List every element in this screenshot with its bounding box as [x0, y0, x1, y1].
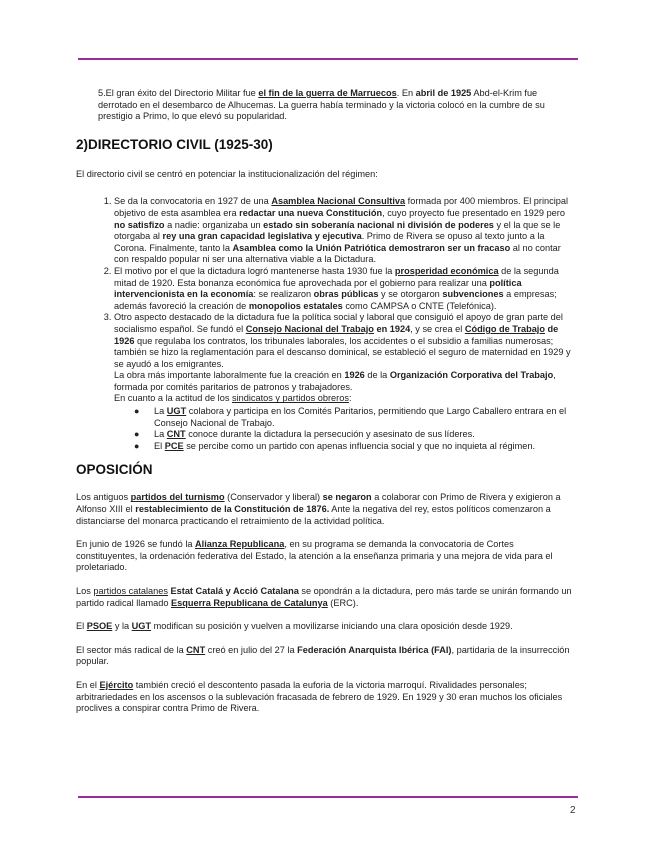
text: En junio de 1926 se fundó la [76, 539, 196, 550]
text: Ante la negativa del rey, estos políticos comenzaron a distanciarse del monarca practicando el retraimiento de la actividad política. [76, 504, 551, 526]
text: Los antiguos [76, 492, 131, 503]
emphasis: sindicatos y partidos obreros [231, 393, 349, 404]
bullet-list [114, 406, 576, 452]
text: Se da la convocatoria en 1927 de una [114, 196, 272, 207]
paragraph [76, 539, 576, 574]
list-item [114, 312, 576, 452]
text: El motivo por el que la dictadura logró mantenerse hasta 1930 fue la [114, 265, 395, 276]
emphasis: obras públicas [313, 289, 379, 300]
emphasis: Consejo Nacional del Trabajo [245, 323, 374, 334]
text: como CAMPSA o CNTE (Telefónica). [342, 300, 497, 311]
text: . Primo de Rivera se opuso al texto junto a la Corona. Finalmente, tanto la [114, 231, 545, 253]
text: (Conservador y liberal) [224, 492, 323, 503]
list-item [114, 266, 576, 312]
text: y se otorgaron [378, 289, 443, 300]
emphasis: abril de 1925 [415, 88, 472, 98]
bullet-icon: ● [134, 440, 140, 451]
text: , y se crea el [410, 323, 465, 334]
text: Otro aspecto destacado de la dictadura fue la política social y laboral que consiguió el apoyo de gran parte del socialismo español. Se fundó el [114, 312, 563, 334]
emphasis: 1926 [344, 370, 365, 381]
text: también creció el descontento pasada la euforia de la victoria marroquí. Rivalidades personales; arbitrariedades en los ascensos o la sublevación fracasada de febrero de 1929. En 1929 y 30 eran muchos los oficiales proclives a conspirar contra Primo de Rivera. [76, 679, 563, 714]
emphasis: redactar una nueva Constitución [239, 207, 383, 218]
emphasis: Esquerra Republicana de Catalunya [171, 597, 328, 608]
emphasis: restablecimiento de la Constitución de 1876. [135, 504, 330, 515]
text: creó en julio del 27 la [205, 644, 298, 655]
text: , en su programa se demanda la convocatoria de Cortes constituyentes, la ordenación federativa del Estado, la atención a la enseñanza primaria y una mejora de vida para el proletariado. [76, 539, 553, 573]
text: de la [364, 370, 390, 381]
emphasis: en 1924 [373, 323, 411, 334]
emphasis: Ejército [99, 679, 134, 690]
paragraph [76, 586, 576, 609]
emphasis: UGT [131, 621, 152, 632]
text: que regulaba los contratos, los tribunales laborales, los accidentes o el subsidio a familias numerosas; también se hizo la reglamentación para el descanso dominical, se estableció el seguro de maternidad en 1929 y se ayudó a los emigrantes. [114, 335, 571, 369]
emphasis: partidos catalanes [93, 586, 168, 596]
text: y el la que se le otorgaba al [114, 219, 561, 242]
text: de la segunda mitad de 1920. Esta bonanza económica fue aprovechada por el gobierno para realizar una [114, 265, 559, 288]
numbered-list [76, 196, 576, 452]
bullet-icon: ● [134, 406, 140, 417]
page-content [76, 88, 576, 715]
emphasis: partidos del turnismo [130, 492, 225, 503]
bullet-item [134, 440, 576, 453]
emphasis: PSOE [86, 621, 113, 632]
text: En el [76, 679, 100, 690]
emphasis: CNT [166, 429, 186, 440]
text: conoce durante la dictadura la persecución y asesinato de sus líderes. [185, 429, 475, 440]
emphasis: Asamblea como la Unión Patriótica demostraron ser un fracaso [232, 242, 511, 253]
text: El sector más radical de la [76, 644, 187, 655]
text: La [154, 406, 167, 417]
text: , cuyo proyecto fue presentado en 1929 pero [382, 207, 565, 218]
emphasis: Código de Trabajo [464, 323, 545, 334]
emphasis: Asamblea Nacional Consultiva [271, 196, 406, 207]
page-number: 2 [570, 805, 576, 816]
bullet-item [134, 429, 576, 441]
text: a colaborar con Primo de Rivera y exigieron a Alfonso XIII el [76, 492, 561, 515]
emphasis: se negaron [322, 492, 372, 503]
emphasis: política intervencionista en la economía [114, 277, 522, 300]
list-item [114, 196, 576, 266]
emphasis: estado sin soberanía nacional ni división de poderes [263, 219, 494, 230]
emphasis: CNT [186, 644, 206, 655]
text: se percibe como un partido con apenas influencia social y que no inquieta al régimen. [183, 440, 536, 451]
text: El [76, 621, 87, 632]
text: El [154, 440, 165, 451]
text: a nadie: organizaba un [164, 219, 264, 230]
text: 5.El gran éxito del Directorio Militar fue [98, 88, 259, 98]
text: modifican su posición y vuelven a movilizarse iniciando una clara oposición desde 1929. [151, 621, 513, 632]
emphasis: prosperidad económica [394, 265, 499, 276]
emphasis: el fin de la guerra de Marruecos [258, 88, 397, 98]
paragraph [76, 492, 576, 527]
bullet-icon: ● [134, 429, 140, 440]
bullet-item [134, 406, 576, 429]
text: : [348, 393, 352, 404]
paragraph [76, 621, 576, 633]
emphasis: rey una gran capacidad legislativa y ejecutiva [162, 231, 362, 242]
text: colabora y participa en los Comités Paritarios, permitiendo que Largo Caballero entrara en el Consejo Nacional de Trabajo. [154, 406, 567, 428]
emphasis: Alianza Republicana [195, 539, 285, 550]
emphasis: no satisfizo [114, 219, 165, 230]
emphasis: de 1926 [114, 323, 559, 346]
text: : se realizaron [253, 289, 314, 300]
section-lead: El directorio civil se centró en potenciar la institucionalización del régimen: [76, 168, 378, 179]
emphasis: PCE [164, 440, 184, 451]
paragraph [76, 680, 576, 715]
text: y la [112, 621, 132, 632]
emphasis: Organización Corporativa del Trabajo [389, 370, 554, 381]
header-rule [78, 58, 578, 60]
emphasis: UGT [166, 406, 187, 417]
text: Los [76, 586, 94, 596]
text: se opondrán a la dictadura, pero más tarde se unirán formando un partido radical llamado [76, 586, 572, 608]
emphasis: Federación Anarquista Ibérica (FAI) [297, 644, 452, 655]
paragraph [76, 645, 576, 668]
emphasis: Estat Catalá y Acció Catalana [170, 586, 299, 596]
text: , partidaria de la insurrección popular. [76, 644, 570, 667]
text: La [154, 429, 167, 440]
footer-rule [78, 796, 578, 798]
text: Abd-el-Krim fue derrotado en el desembarco de Alhucemas. La guerra había terminado y la victoria colocó en la cumbre de su prestigio a Primo, lo que elevó su popularidad. [98, 88, 545, 122]
emphasis: monopolios estatales [248, 300, 343, 311]
text: (ERC). [327, 597, 359, 608]
section-title-oposicion: OPOSICIÓN [76, 462, 153, 478]
text: La obra más importante laboralmente fue la creación en [114, 370, 345, 381]
text: formada por 400 miembros. El principal objetivo de esta asamblea era [114, 196, 569, 218]
section-title-directorio-civil: 2)DIRECTORIO CIVIL (1925-30) [76, 136, 273, 152]
intro-paragraph [98, 88, 576, 123]
text: al no contar con respaldo popular ni ser una alternativa viable a la Dictadura. [114, 242, 561, 265]
text: , formada por comités paritarios de patronos y trabajadores. [114, 370, 556, 392]
emphasis: subvenciones [442, 289, 504, 300]
text: . En [396, 88, 416, 98]
text: a empresas; además favoreció la creación de [114, 289, 557, 311]
text: En cuanto a la actitud de los [114, 393, 232, 404]
